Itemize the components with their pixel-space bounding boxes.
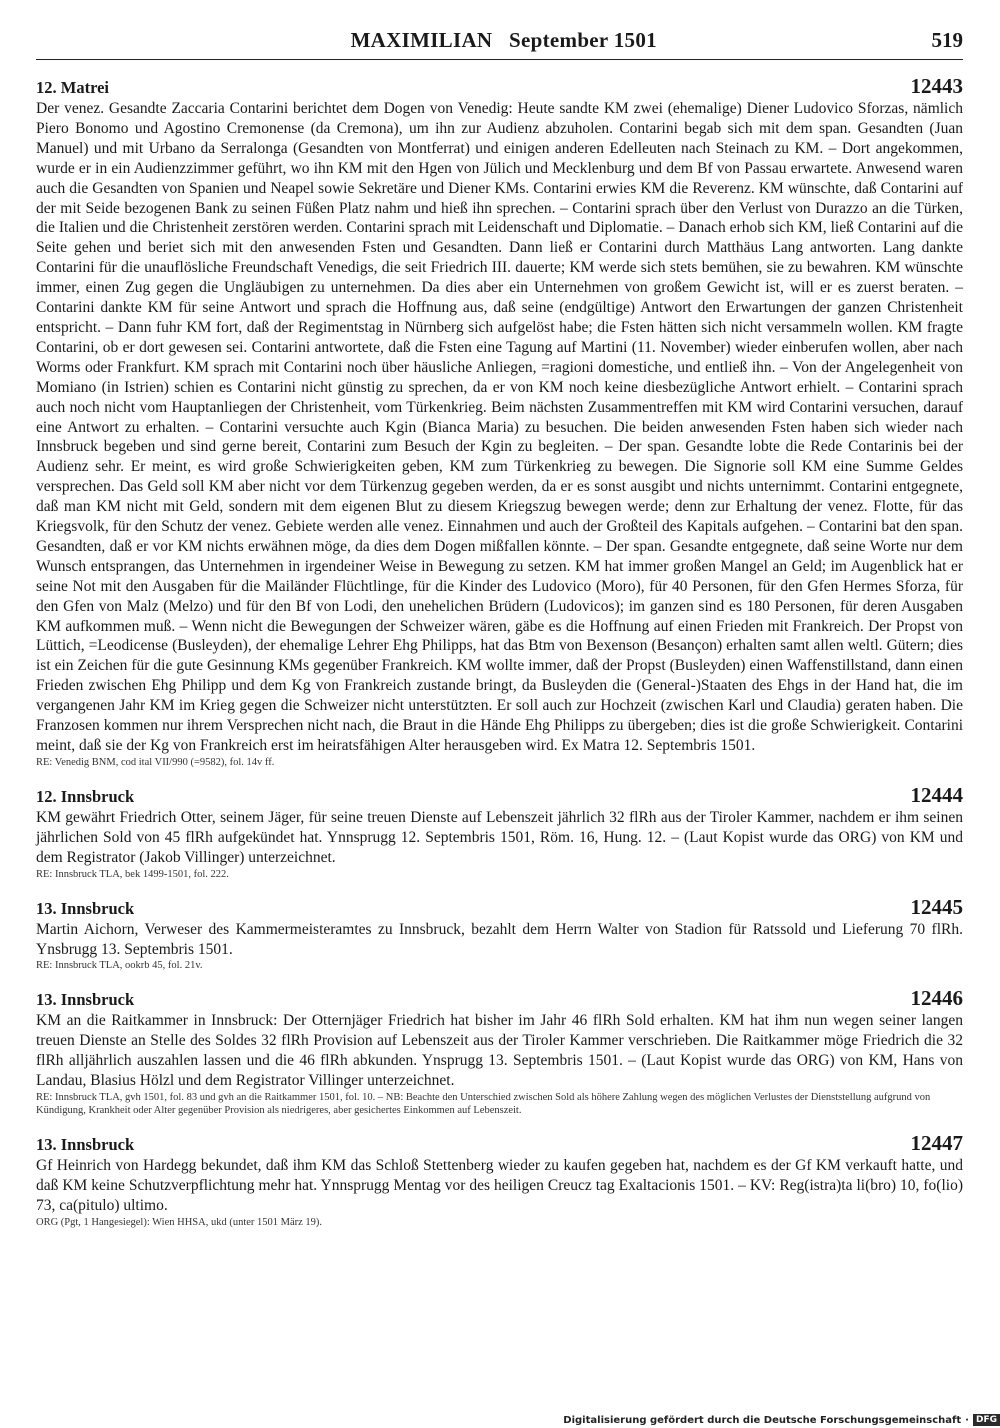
running-head — [36, 28, 963, 60]
entry-text: KM gewährt Friedrich Otter, seinem Jäger, für seine treuen Dienste auf Lebenszeit jährlich 32 flRh aus der Tiroler Kammer, nachdem er ihm seinen jährlichen Sold von 45 flRh aufgekündet hat. Ynnsprugg 12. Septembris 1501, Röm. 16, Hung. 12. – (Laut Kopist wurde das ORG) von KM und dem Registrator (Jakob Villinger) unterzeichnet. — [36, 808, 963, 866]
entry-source: RE: Innsbruck TLA, gvh 1501, fol. 83 und gvh an die Raitkammer 1501, fol. 10. – NB: Beachte den Unterschied zwischen Sold als höhere Zahlung wegen des möglichen Verlustes der Dienststellung aufgrund von Kündigung, Krankheit oder Alter gegenüber Provision als niedrigeres, aber gesichertes Einkommen auf Lebenszeit. — [36, 1092, 931, 1117]
entry-source: RE: Venedig BNM, cod ital VII/990 (=9582), fol. 14v ff. — [36, 756, 275, 768]
entry-number: 12444 — [910, 782, 963, 807]
entry-number: 12446 — [910, 986, 963, 1011]
entry-text: Der venez. Gesandte Zaccaria Contarini berichtet dem Dogen von Venedig: Heute sandte KM zwei (ehemalige) Diener Ludovico Sforzas, nämlich Piero Bonomo und Agostino Cremonense (da Cremona), um ihn zur Audienz abzuholen. Contarini begab sich mit dem span. Gesandten (Juan Manuel) und mit Urbano da Serralonga (Gesandten von Montferrat) und einigen anderen Edelleuten nach Steinach zu KM. – Dort angekommen, wurde er in ein Audienzzimmer geführt, wo ihn KM mit den Hgen von Jülich und Mecklenburg und dem Bf von Passau erwartete. Anwesend waren auch die Gesandten von Spanien und Neapel sowie Sekretäre und Diener KMs. Contarini erwies KM die Reverenz. KM wünschte, daß Contarini auf der mit Seide bezogenen Bank zu seinen Füßen Platz nahm und hieß ihn sprechen. – Contarini sprach über den Verlust von Durazzo an die Türken, die Italien und die Christenheit zerstören werden. Contarini sprach mit Leidenschaft und Diplomatie. – Danach erhob sich KM, ließ Contarini auf die Seite gehen und beriet sich mit den anwesenden Fsten und Gesandten. Dann ließ er Contarini durch Matthäus Lang antworten. Lang dankte Contarini für die unauflösliche Freundschaft Venedigs, die seit Friedrich III. dauerte; KM werde sich stets bemühen, sie zu bewahren. KM wünschte immer, einen Zug gegen die Ungläubigen zu unternehmen. Da dies aber ein Unternehmen von großem Gewicht ist, will er es zuerst beraten. – Contarini dankte KM für seine Antwort und sprach die Hoffnung aus, daß seine (endgültige) Antwort den Erwartungen der ganzen Christenheit entspricht. – Dann fuhr KM fort, daß der Regimentstag in Nürnberg sich aufgelöst habe; die Fsten hätten sich nicht versammeln wollen. KM fragte Contarini, ob er dort gewesen sei. Contarini antwortete, daß die Fsten eine Tagung auf Martini (11. November) wieder einberufen wollen, aber nach Worms oder Frankfurt. KM sprach mit Contarini noch über häusliche Anliegen, =ragioni domestiche, und entließ ihn. – Von der Angelegenheit von Momiano (in Istrien) schien es Contarini nicht günstig zu sprechen, da er von KM noch keine diesbezügliche Antwort erhielt. – Contarini sprach auch noch nicht vom Hauptanliegen der Christenheit, vom Türkenkrieg. Beim nächsten Zusammentreffen mit KM wird Contarini versuchen, darauf eine Antwort zu erhalten. – Contarini versuchte auch Kgin (Bianca Maria) zu besuchen. Die beiden anwesenden Fsten haben sich wieder nach Innsbruck begeben und sind gerne bereit, Contarini zum Besuch der Kgin zu begleiten. – Der span. Gesandte lobte die Rede Contarinis bei der Audienz sehr. Er meint, es wird große Schwierigkeiten geben, KM zum Türkenkrieg zu bewegen. Die Signorie soll KM eine Summe Geldes versprechen. Das Geld soll KM aber nicht vor dem Türkenzug gegeben werden, da er es sonst ausgibt und nichts unternimmt. Contarini entgegnete, daß man KM nicht mit Geld, sondern mit dem eigenen Blut zu diesem Kriegszug bewegen werde; denn zur Erhaltung der venez. Flotte, für das Kriegsvolk, für den Schutz der venez. Gebiete werden alle venez. Einnahmen und auch der Großteil des Kapitals aufgehen. – Contarini bat den span. Gesandten, daß er vor KM nichts erwähnen möge, da dies dem Dogen mißfallen könnte. – Der span. Gesandte entgegnete, daß seine Worte nur dem Wunsch entsprangen, das Unternehmen in irgendeiner Weise in Bewegung zu setzen. KM hat immer großen Mangel an Geld; im Augenblick hat er seine Not mit den Ausgaben für die Mailänder Flüchtlinge, für die Kinder des Ludovico (Moro), für 40 Personen, für den Gfen Hermes Sforza, für den Gfen von Malz (Melzo) und für den Bf von Lodi, den unehelichen Brüdern (Ludovicos); im ganzen sind es 180 Personen, für deren Ausgaben KM aufkommen muß. – Wenn nicht die Bewegungen der Schweizer wären, gäbe es die Hoffnung auf einen Frieden mit Frankreich. Der Propst von Lüttich, =Leodicense (Busleyden), der ehemalige Lehrer Ehg Philipps, hat das Btm von Bexenson (Besançon) erhalten samt allen weltl. Gütern; dies ist ein Zeichen für die gute Gesinnung KMs gegenüber Frankreich. KM wollte immer, daß der Propst (Busleyden) einen Waffenstillstand, dann einen Frieden zwischen Ehg Philipp und dem Kg von Frankreich zustande bringt, da Busleyden die (General-)Staaten des Ehgs in der Hand hat, die im vergangenen Jahr KM im Krieg gegen die Schweizer nicht unterstützten. Er soll auch zur Hochzeit (zwischen Karl und Claudia) geraten haben. Die Franzosen kommen nur ihrem Versprechen nicht nach, die Braut in die Hände Ehg Philipps zu übergeben; dies ist die große Schwierigkeit. Contarini meint, daß sie der Kg von Frankreich erst im heiratsfähigen Alter herausgeben wird. Ex Matra 12. Septembris 1501. — [36, 100, 963, 754]
entry-location: 12. Matrei — [36, 78, 110, 97]
entry-number: 12445 — [910, 894, 963, 919]
entry-12447 — [36, 1131, 963, 1229]
entry-12443 — [36, 74, 963, 769]
entry-location: 13. Innsbruck — [36, 898, 135, 918]
entry-12445 — [36, 895, 963, 973]
entry-12446 — [36, 986, 963, 1117]
document-page — [36, 28, 963, 1229]
digitization-footer: Digitalisierung gefördert durch die Deutsche Forschungsgemeinschaft · DFG — [563, 1414, 1000, 1426]
entry-source: ORG (Pgt, 1 Hangesiegel): Wien HHSA, ukd (unter 1501 März 19). — [36, 1216, 323, 1228]
page-number: 519 — [931, 28, 963, 52]
entry-text: Martin Aichorn, Verweser des Kammermeisteramtes zu Innsbruck, bezahlt dem Herrn Walter von Stadion für Ratssold und Lieferung 70 flRh. Ynsbrugg 13. Septembris 1501. — [36, 920, 963, 958]
footer-text: Digitalisierung gefördert durch die Deutsche Forschungsgemeinschaft — [563, 1414, 962, 1426]
entry-text: Gf Heinrich von Hardegg bekundet, daß ihm KM das Schloß Stettenberg wieder zu kaufen gegeben hat, nachdem es der Gf KM verkauft hatte, und daß KM keine Schutzverpflichtung mehr hat. Ynnsprugg Mentag vor des heiligen Creucz tag Exaltacionis 1501. – KV: Reg(istra)ta li(bro) 10, fo(lio) 73, ca(pitulo) ultimo. — [36, 1157, 963, 1214]
entry-source: RE: Innsbruck TLA, bek 1499-1501, fol. 222. — [36, 868, 229, 880]
page-title: MAXIMILIAN September 1501 — [350, 28, 657, 52]
entry-location: 12. Innsbruck — [36, 786, 135, 806]
entry-source: RE: Innsbruck TLA, ookrb 45, fol. 21v. — [36, 960, 203, 972]
entry-number: 12443 — [910, 74, 963, 98]
dfg-logo-icon: DFG — [973, 1414, 1000, 1426]
entry-text: KM an die Raitkammer in Innsbruck: Der Otternjäger Friedrich hat bisher im Jahr 46 flRh Sold erhalten. KM hat ihm nun wegen seiner langen treuen Dienste an Stelle des Soldes 32 flRh Provision auf Lebenszeit aus der Tiroler Kammer verschrieben. Die Raitkammer möge Friedrich die 32 flRh alljährlich auszahlen lassen und die 46 flRh abkunden. Ynsprugg 13. Septembris 1501. – (Laut Kopist wurde das ORG) von KM, Hans von Landau, Blasius Hölzl und dem Registrator Villinger unterzeichnet. — [36, 1012, 963, 1090]
entry-location: 13. Innsbruck — [36, 990, 135, 1010]
entry-location: 13. Innsbruck — [36, 1135, 135, 1155]
entry-number: 12447 — [910, 1131, 963, 1156]
entry-12444 — [36, 783, 963, 881]
